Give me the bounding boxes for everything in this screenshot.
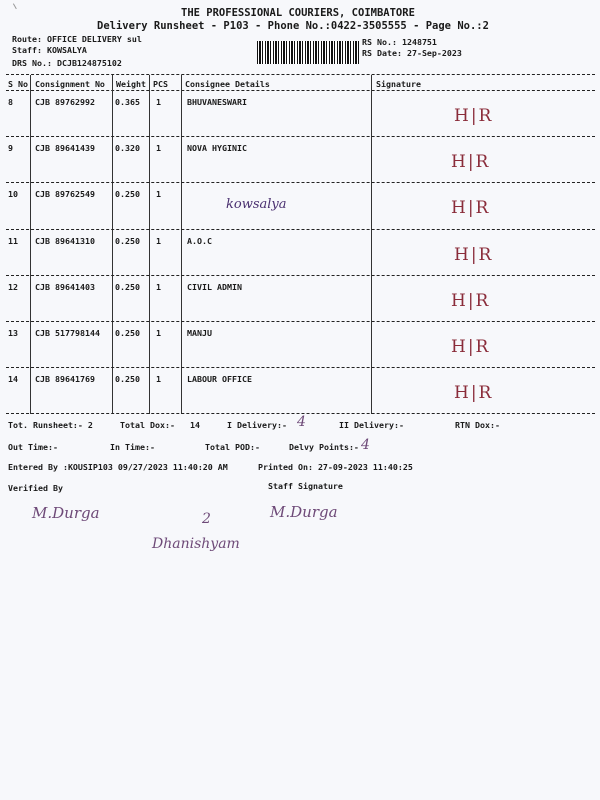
row-sno: 9 <box>8 143 13 154</box>
row-signature: H|R <box>451 152 491 173</box>
row-consignment-no: CJB 89641439 <box>35 143 95 154</box>
row-weight: 0.250 <box>115 374 140 385</box>
row-consignment-no: CJB 89641403 <box>35 281 95 292</box>
row-sno: 14 <box>8 374 18 385</box>
col-divider <box>371 75 372 414</box>
extra-signature: Dhanishyam <box>152 536 240 552</box>
staff-label: Staff: KOWSALYA <box>12 45 87 55</box>
staff-signature: M.Durga <box>270 503 338 521</box>
delvy-points-value: 4 <box>361 437 370 453</box>
row-consignee: CIVIL ADMIN <box>187 281 242 292</box>
row-consignee: LABOUR OFFICE <box>187 374 252 385</box>
tot-runsheet: Tot. Runsheet:- 2 <box>8 420 93 430</box>
col-divider <box>30 75 31 414</box>
initials-mark: 2 <box>202 511 211 527</box>
table-top-divider <box>6 74 595 75</box>
col-header-pcs: PCS <box>153 79 168 89</box>
row-consignee: A.O.C <box>187 235 212 246</box>
row-pcs: 1 <box>156 235 161 246</box>
runsheet-title: Delivery Runsheet - P103 - Phone No.:0422-3505555 - Page No.:2 <box>97 20 489 32</box>
row-sno: 11 <box>8 235 18 246</box>
row-consignee: NOVA HYGINIC <box>187 143 247 154</box>
delvy-points-label: Delvy Points:- <box>289 442 359 452</box>
route-label: Route: OFFICE DELIVERY sul <box>12 34 142 44</box>
row-signature: H|R <box>454 106 494 126</box>
row-divider <box>6 136 595 137</box>
company-title: THE PROFESSIONAL COURIERS, COIMBATORE <box>181 7 415 19</box>
row-consignee: MANJU <box>187 328 212 338</box>
scan-mark <box>13 1 21 9</box>
col-header-consignee: Consignee Details <box>185 79 270 89</box>
row-pcs: 1 <box>156 189 161 200</box>
total-pod: Total POD:- <box>205 442 260 452</box>
row-weight: 0.365 <box>115 97 140 107</box>
total-dox-value: 14 <box>190 420 200 430</box>
row-pcs: 1 <box>156 374 161 385</box>
in-time: In Time:- <box>110 442 155 452</box>
row-signature: H|R <box>451 290 491 311</box>
row-weight: 0.250 <box>115 235 140 246</box>
row-signature: H|R <box>454 383 494 404</box>
col-header-consignment: Consignment No <box>35 79 105 89</box>
row-pcs: 1 <box>156 143 161 154</box>
row-sno: 12 <box>8 281 18 292</box>
out-time: Out Time:- <box>8 442 58 452</box>
row-pcs: 1 <box>156 281 161 292</box>
col-header-weight: Weight <box>116 79 146 89</box>
col-divider <box>181 75 182 414</box>
table-header-divider <box>6 90 595 91</box>
row-sno: 13 <box>8 328 18 338</box>
row-weight: 0.250 <box>115 189 140 200</box>
row-signature: H|R <box>454 244 494 265</box>
ii-delivery-label: II Delivery:- <box>339 420 404 430</box>
i-delivery-value: 4 <box>297 414 306 430</box>
row-weight: 0.320 <box>115 143 140 154</box>
row-divider <box>6 321 595 322</box>
row-sno: 8 <box>8 97 13 107</box>
col-divider <box>112 75 113 414</box>
printed-on: Printed On: 27-09-2023 11:40:25 <box>258 462 413 472</box>
row-signature: H|R <box>451 337 491 357</box>
barcode-image <box>257 41 359 64</box>
row-weight: 0.250 <box>115 281 140 292</box>
row-consignment-no: CJB 89762549 <box>35 189 95 200</box>
col-header-sno: S No <box>8 79 28 89</box>
row-consignment-no: CJB 89762992 <box>35 97 95 107</box>
row-consignment-no: CJB 517798144 <box>35 328 100 338</box>
row-pcs: 1 <box>156 328 161 338</box>
verified-by-label: Verified By <box>8 483 63 493</box>
row-pcs: 1 <box>156 97 161 107</box>
row-weight: 0.250 <box>115 328 140 338</box>
row-divider <box>6 229 595 230</box>
row-consignment-no: CJB 89641310 <box>35 235 95 246</box>
row-sno: 10 <box>8 189 18 200</box>
row-divider <box>6 367 595 368</box>
row-consignee: BHUVANESWARI <box>187 97 247 107</box>
row-signature: H|R <box>451 198 491 219</box>
drs-number: DRS No.: DCJB124875102 <box>12 58 122 68</box>
total-dox-label: Total Dox:- <box>120 420 175 430</box>
rs-date: RS Date: 27-Sep-2023 <box>362 48 462 58</box>
verified-signature: M.Durga <box>32 504 100 522</box>
rtn-dox-label: RTN Dox:- <box>455 420 500 430</box>
handwritten-note: kowsalya <box>226 197 287 212</box>
rs-number: RS No.: 1248751 <box>362 37 437 47</box>
col-divider <box>149 75 150 414</box>
row-divider <box>6 275 595 276</box>
col-header-signature: Signature <box>376 79 421 89</box>
row-consignment-no: CJB 89641769 <box>35 374 95 385</box>
staff-signature-label: Staff Signature <box>268 481 343 491</box>
row-divider <box>6 182 595 183</box>
entered-by: Entered By :KOUSIP103 09/27/2023 11:40:20 AM <box>8 462 228 472</box>
i-delivery-label: I Delivery:- <box>227 420 287 430</box>
